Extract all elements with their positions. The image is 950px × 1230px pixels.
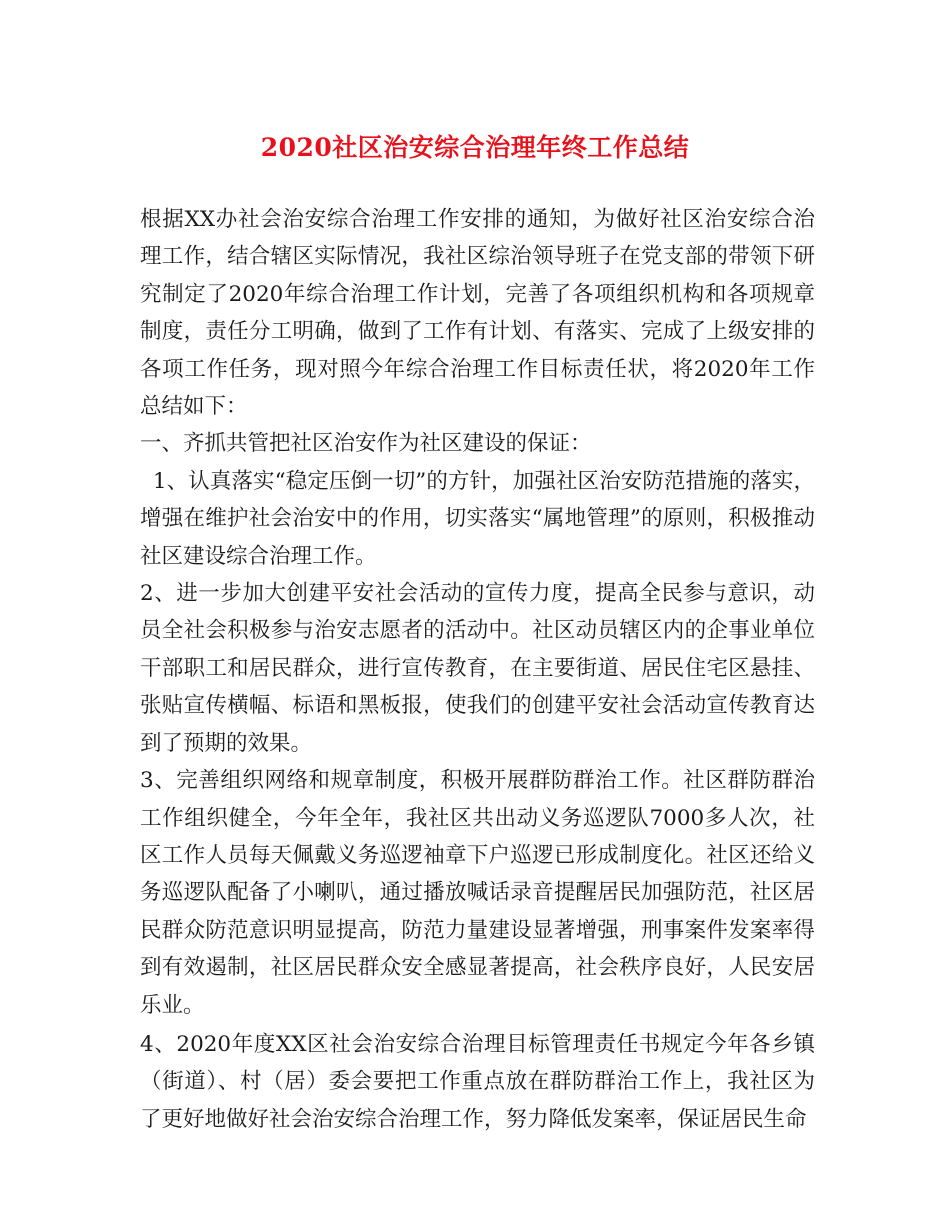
section-heading-1: 一、齐抓共管把社区治安作为社区建设的保证： <box>140 431 592 457</box>
item-paragraph-3: 3、完善组织网络和规章制度，积极开展群防群治工作。社区群防群治工作组织健全，今年全年，我社区共出动义务巡逻队7000多人次，社区工作人员每天佩戴义务巡逻袖章下户巡逻已形成制度化。社区还给义务巡逻队配备了小喇叭，通过播放喊话录音提醒居民加强防范，社区居民群众防范意识明显提高，防范力量建设显著增强，刑事案件发案率得到有效遏制，社区居民群众安全感显著提高，社会秩序良好，人民安居乐业。 <box>140 768 815 1018</box>
document-title: 2020社区治安综合治理年终工作总结 <box>260 133 690 162</box>
document-body <box>140 201 815 1138</box>
item-paragraph-2: 2、进一步加大创建平安社会活动的宣传力度，提高全民参与意识，动员全社会积极参与治安志愿者的活动中。社区动员辖区内的企事业单位干部职工和居民群众，进行宣传教育，在主要街道、居民住宅区悬挂、张贴宣传横幅、标语和黑板报，使我们的创建平安社会活动宣传教育达到了预期的效果。 <box>140 581 815 756</box>
item-paragraph-1: 1、认真落实“稳定压倒一切”的方针，加强社区治安防范措施的落实，增强在维护社会治安中的作用，切实落实“属地管理”的原则，积极推动社区建设综合治理工作。 <box>140 468 815 569</box>
intro-paragraph: 根据XX办社会治安综合治理工作安排的通知，为做好社区治安综合治理工作，结合辖区实际情况，我社区综治领导班子在党支部的带领下研究制定了2020年综合治理工作计划，完善了各项组织机构和各项规章制度，责任分工明确，做到了工作有计划、有落实、完成了上级安排的各项工作任务，现对照今年综合治理工作目标责任状，将2020年工作总结如下： <box>140 207 815 420</box>
item-paragraph-4: 4、2020年度XX区社会治安综合治理目标管理责任书规定今年各乡镇（街道）、村（居）委会要把工作重点放在群防群治工作上，我社区为了更好地做好社会治安综合治理工作，努力降低发案率，保证居民生命 <box>140 1031 815 1132</box>
